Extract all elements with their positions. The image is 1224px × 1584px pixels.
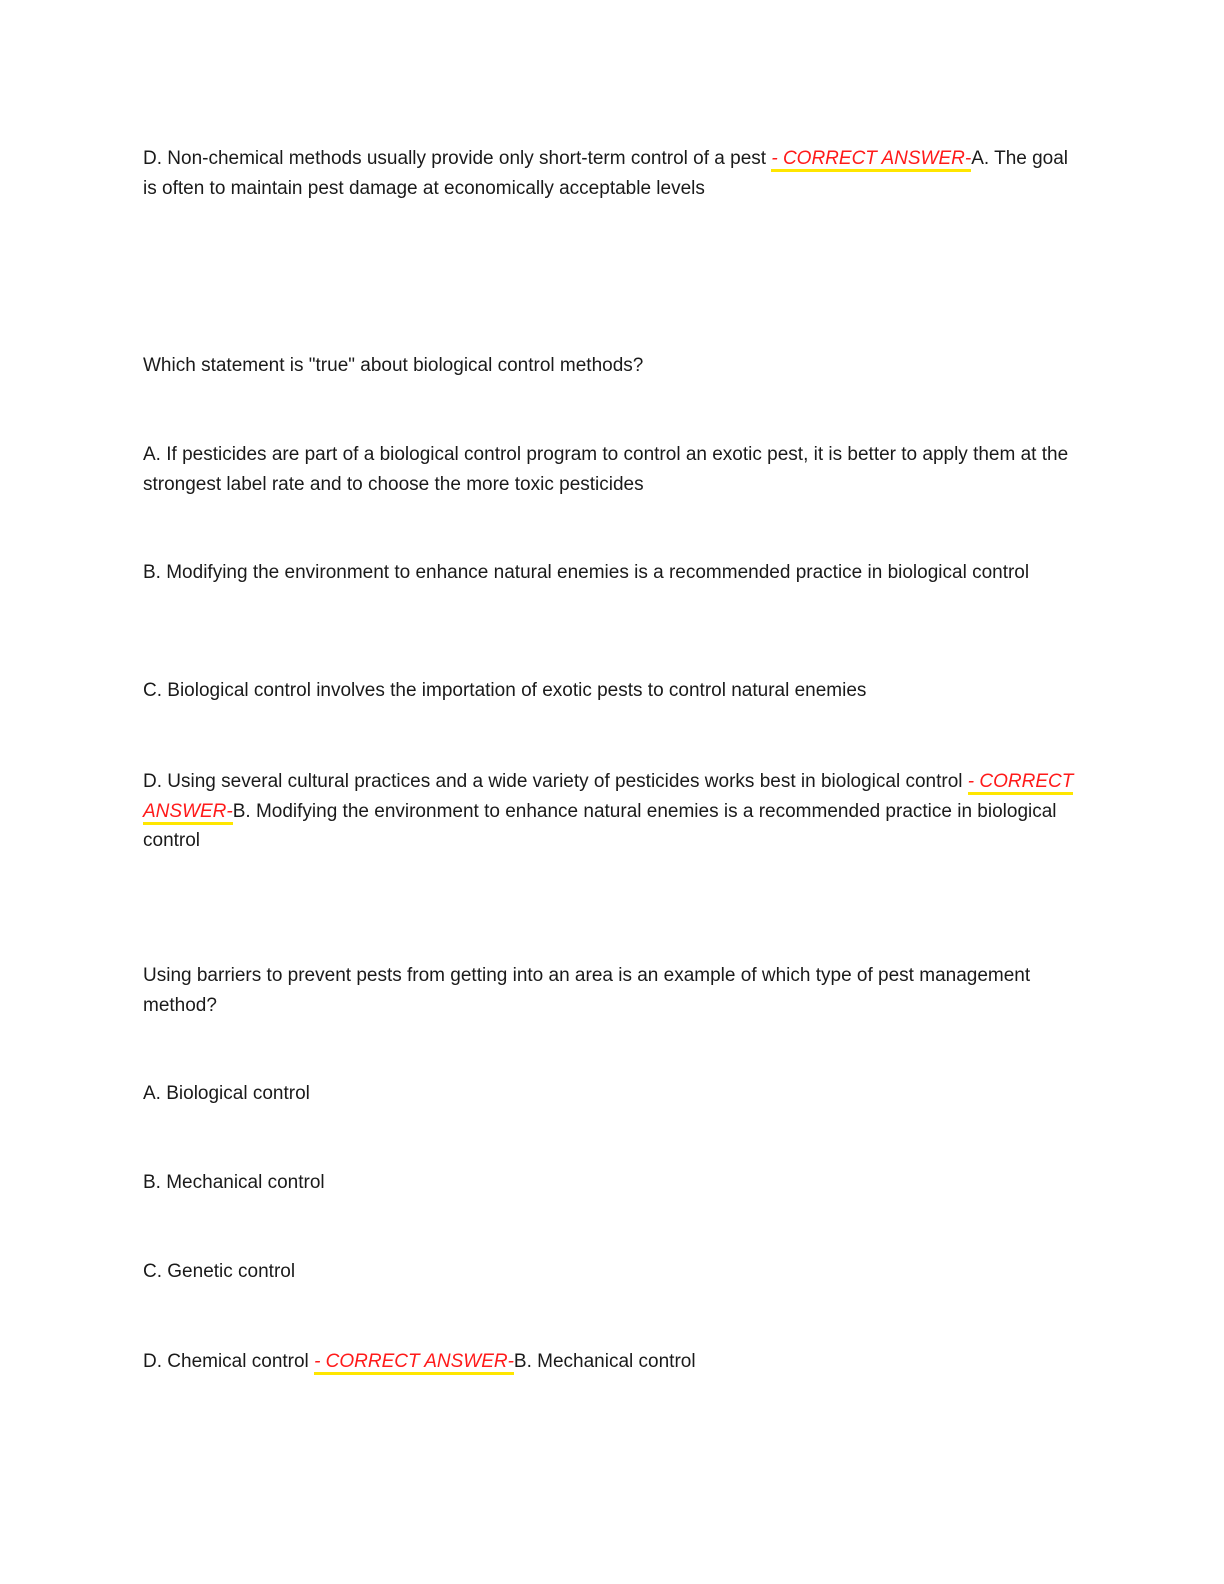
correct-answer-text: A. The goal is often to maintain pest damage at economically acceptable levels xyxy=(143,148,1069,199)
answer-block-1 xyxy=(143,144,1078,203)
correct-answer-marker: - CORRECT ANSWER- xyxy=(143,771,1073,825)
option-d-text: D. Chemical control xyxy=(143,1351,309,1372)
question-3-option-a: A. Biological control xyxy=(143,1083,310,1104)
question-2-option-b: B. Modifying the environment to enhance natural enemies is a recommended practice in biological control xyxy=(143,562,1030,583)
correct-answer-marker: - CORRECT ANSWER- xyxy=(314,1351,514,1375)
option-d-text: D. Non-chemical methods usually provide only short-term control of a pest xyxy=(143,148,767,169)
question-3-option-c: C. Genetic control xyxy=(143,1261,296,1282)
question-2-option-a: A. If pesticides are part of a biological control program to control an exotic pest, it is better to apply them at the strongest label rate and to choose the more toxic pesticides xyxy=(143,444,1069,495)
correct-answer-text: B. Modifying the environment to enhance natural enemies is a recommended practice in biological control xyxy=(143,800,1057,851)
option-d-text: D. Using several cultural practices and a wide variety of pesticides works best in biological control xyxy=(143,771,963,792)
question-3-option-d-answer xyxy=(143,1347,1078,1377)
correct-answer-text: B. Mechanical control xyxy=(513,1351,696,1372)
question-2-option-c: C. Biological control involves the importation of exotic pests to control natural enemies xyxy=(143,680,867,701)
question-2-option-d-answer xyxy=(143,767,1078,856)
correct-answer-marker: - CORRECT ANSWER- xyxy=(771,148,971,172)
question-3-text: Using barriers to prevent pests from getting into an area is an example of which type of pest management method? xyxy=(143,965,1031,1016)
question-3-option-b: B. Mechanical control xyxy=(143,1172,325,1193)
question-2-text: Which statement is "true" about biological control methods? xyxy=(143,355,644,376)
